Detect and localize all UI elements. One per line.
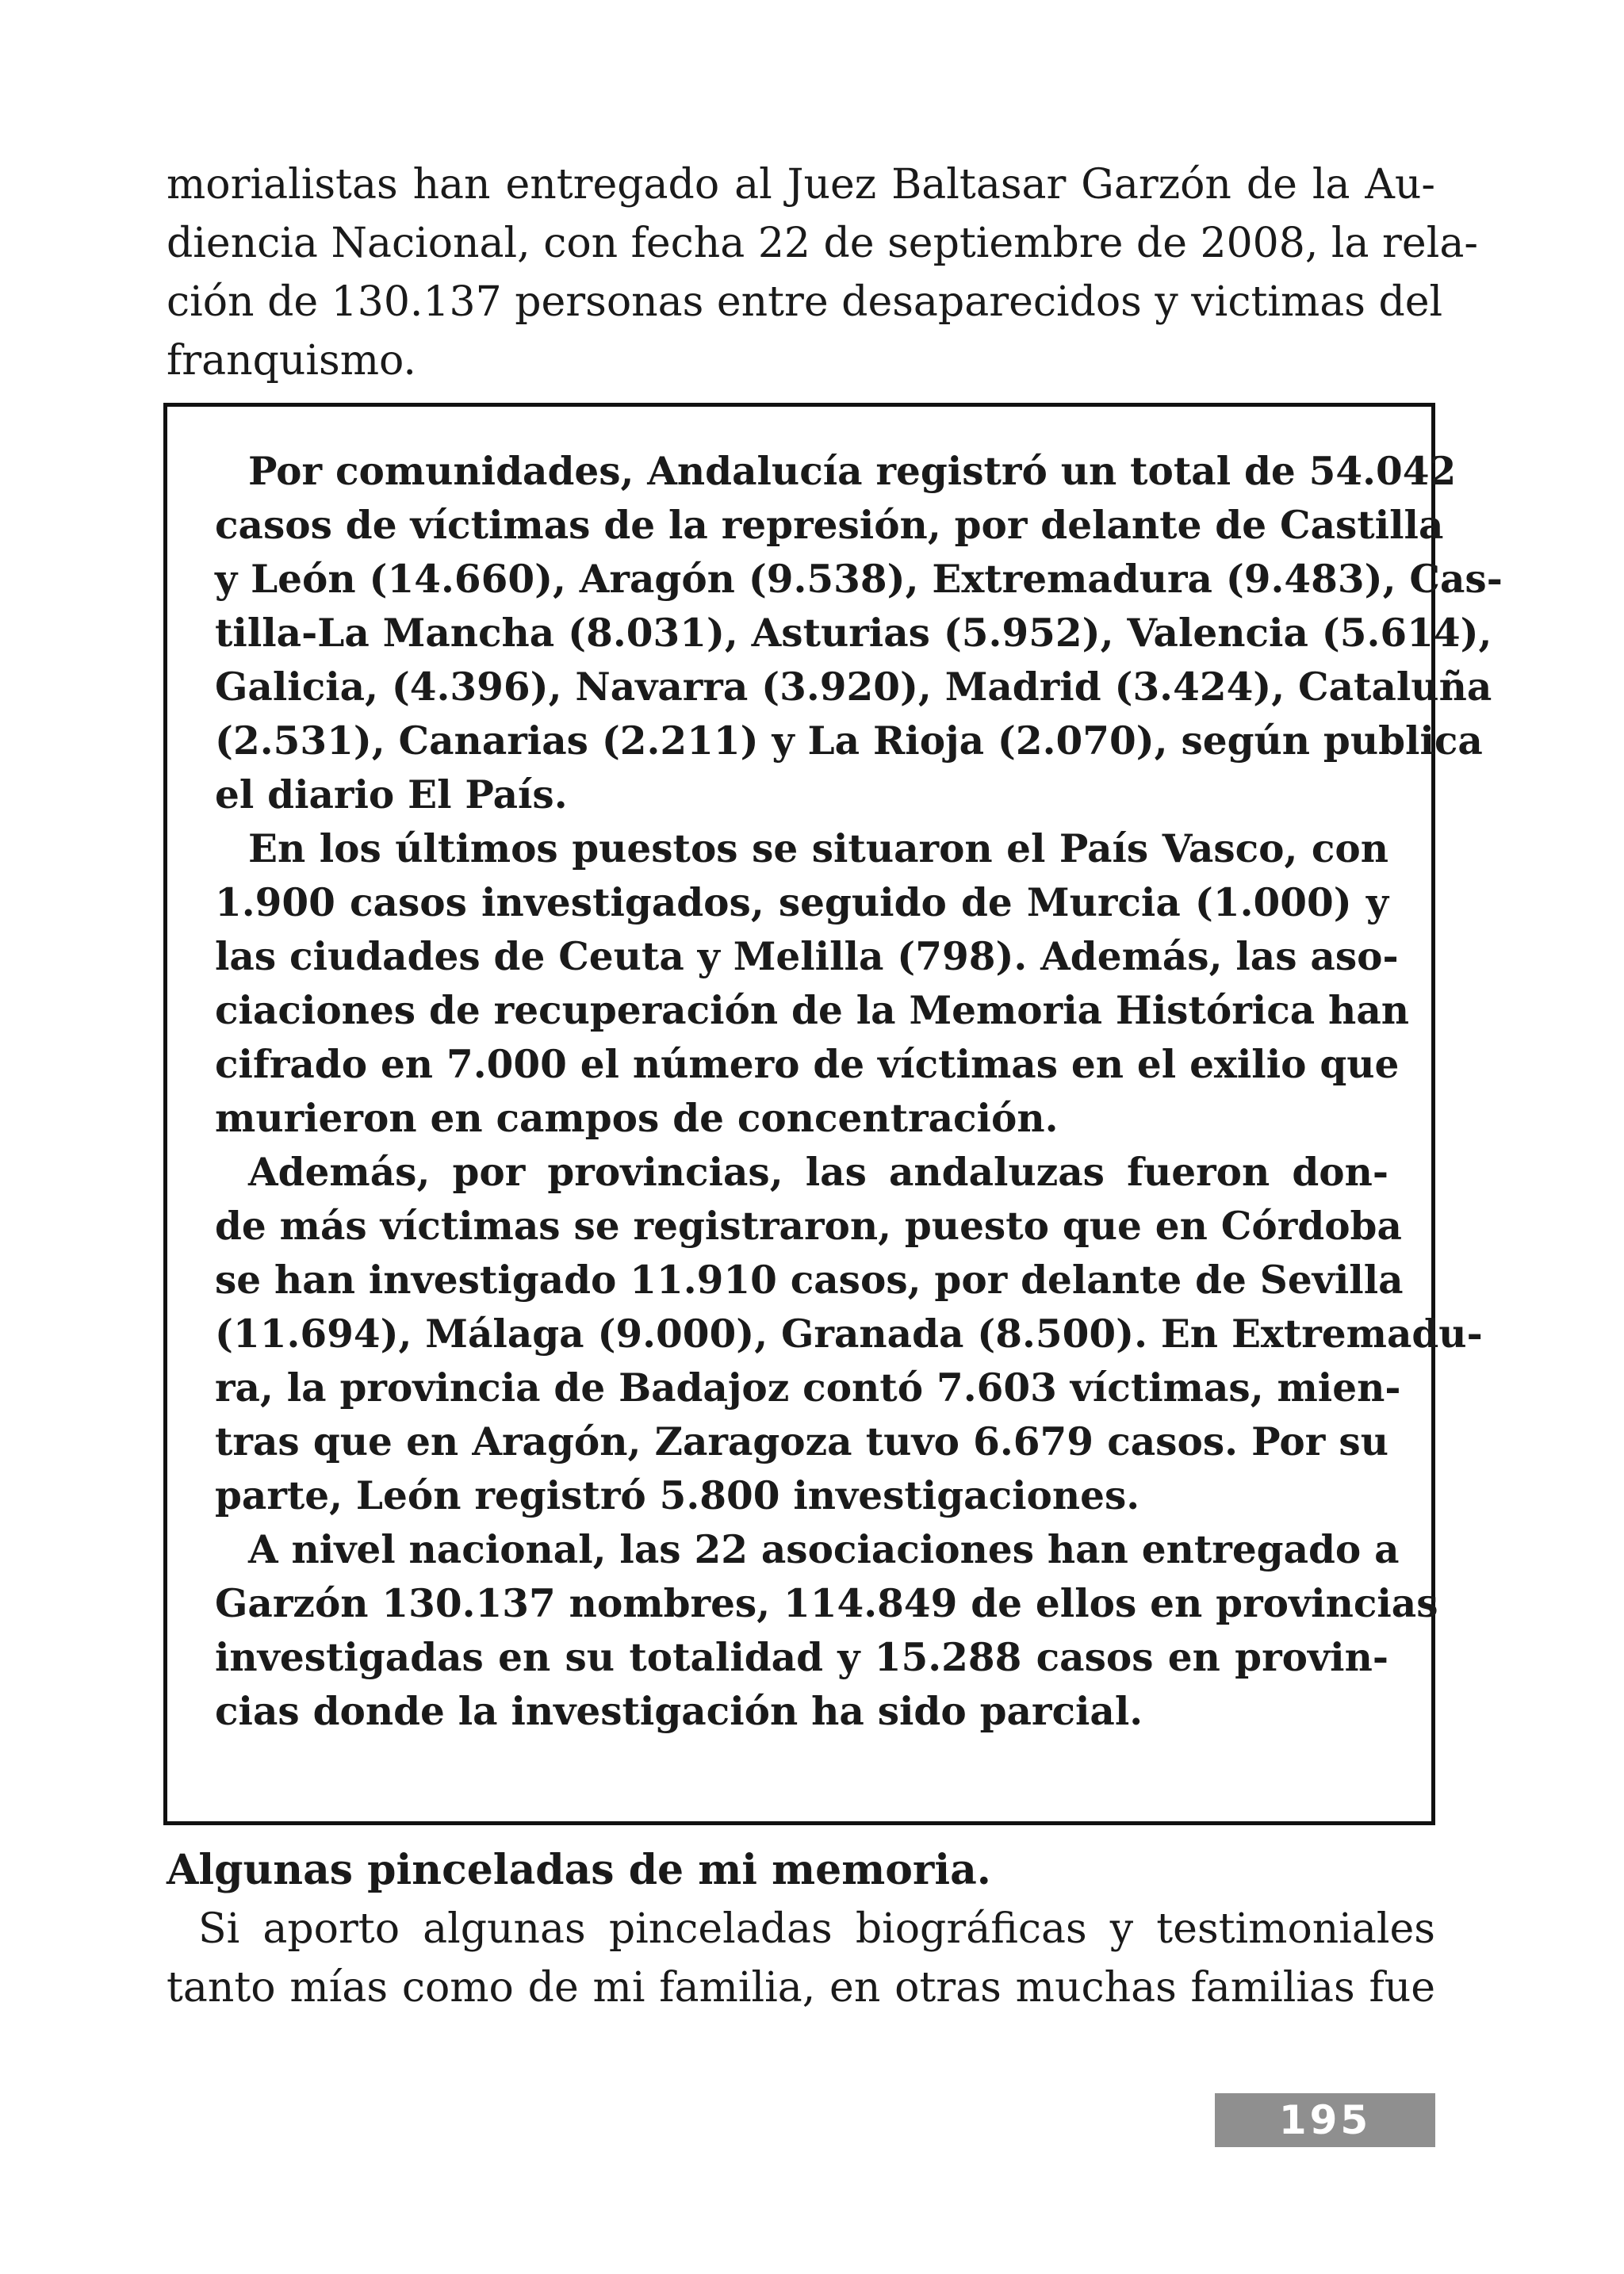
text-line: A nivel nacional, las 22 asociaciones han entregado a bbox=[248, 1527, 1400, 1572]
section-heading: Algunas pinceladas de mi memoria. bbox=[167, 1846, 991, 1894]
text-line: cifrado en 7.000 el número de víctimas en el exilio que bbox=[215, 1042, 1400, 1087]
box-paragraph-last-places bbox=[215, 822, 1410, 1146]
text-line: morialistas han entregado al Juez Baltasar Garzón de la Au- bbox=[167, 161, 1435, 209]
text-line: se han investigado 11.910 casos, por delante de Sevilla bbox=[215, 1258, 1404, 1303]
page-number: 195 bbox=[1215, 2093, 1435, 2147]
text-line: las ciudades de Ceuta y Melilla (798). Además, las aso- bbox=[215, 934, 1399, 979]
text-line: franquismo. bbox=[167, 337, 416, 385]
framed-box-text bbox=[215, 445, 1503, 1739]
text-line: Galicia, (4.396), Navarra (3.920), Madrid (3.424), Cataluña bbox=[215, 664, 1492, 710]
text-line: (2.531), Canarias (2.211) y La Rioja (2.070), según publica bbox=[215, 718, 1483, 764]
closing-paragraph bbox=[167, 1900, 1435, 2017]
text-line: murieron en campos de concentración. bbox=[215, 1096, 1059, 1141]
text-line: Además, por provincias, las andaluzas fueron don- bbox=[248, 1150, 1388, 1195]
text-line: de más víctimas se registraron, puesto que en Córdoba bbox=[215, 1204, 1402, 1249]
text-line: casos de víctimas de la represión, por delante de Castilla bbox=[215, 503, 1444, 548]
text-line: cias donde la investigación ha sido parcial. bbox=[215, 1689, 1143, 1734]
text-line: y León (14.660), Aragón (9.538), Extremadura (9.483), Cas- bbox=[215, 557, 1503, 602]
text-line: Garzón 130.137 nombres, 114.849 de ellos en provincias bbox=[215, 1581, 1438, 1626]
text-line: el diario El País. bbox=[215, 772, 568, 817]
box-paragraph-regions bbox=[215, 445, 1503, 822]
framed-statistics-box bbox=[163, 403, 1503, 1825]
text-line: tilla-La Mancha (8.031), Asturias (5.952), Valencia (5.614), bbox=[215, 611, 1492, 656]
box-paragraph-national bbox=[215, 1523, 1438, 1739]
text-line: diencia Nacional, con fecha 22 de septiembre de 2008, la rela- bbox=[167, 220, 1478, 267]
text-line: ción de 130.137 personas entre desaparecidos y victimas del bbox=[167, 278, 1443, 326]
text-line: ra, la provincia de Badajoz contó 7.603 víctimas, mien- bbox=[215, 1365, 1401, 1411]
intro-paragraph bbox=[167, 155, 1478, 390]
text-line: (11.694), Málaga (9.000), Granada (8.500). En Extremadu- bbox=[215, 1311, 1483, 1357]
text-line: Si aporto algunas pinceladas biográficas y testimoniales bbox=[198, 1905, 1435, 1953]
text-line: ciaciones de recuperación de la Memoria Histórica han bbox=[215, 988, 1410, 1033]
text-line: 1.900 casos investigados, seguido de Murcia (1.000) y bbox=[215, 880, 1388, 925]
text-line: parte, León registró 5.800 investigaciones. bbox=[215, 1473, 1140, 1518]
text-line: tras que en Aragón, Zaragoza tuvo 6.679 casos. Por su bbox=[215, 1419, 1388, 1464]
text-line: Por comunidades, Andalucía registró un total de 54.042 bbox=[248, 449, 1457, 494]
text-line: investigadas en su totalidad y 15.288 casos en provin- bbox=[215, 1635, 1388, 1680]
box-paragraph-provinces bbox=[215, 1146, 1483, 1523]
text-line: tanto mías como de mi familia, en otras muchas familias fue bbox=[167, 1964, 1435, 2012]
text-line: En los últimos puestos se situaron el País Vasco, con bbox=[248, 826, 1388, 871]
